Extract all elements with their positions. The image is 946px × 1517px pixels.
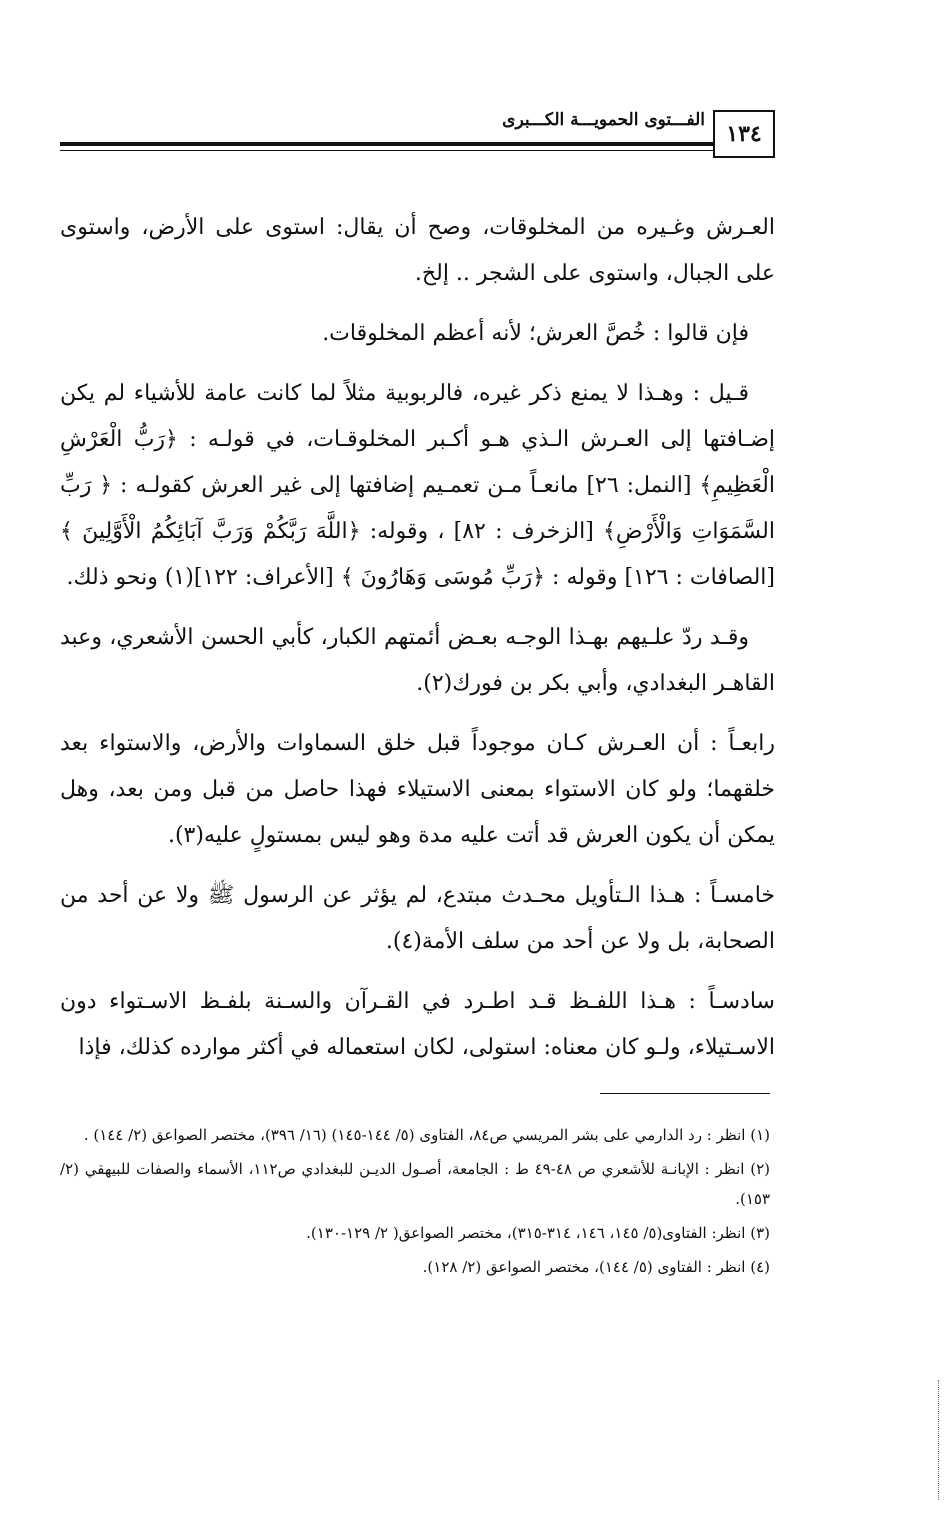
paragraph: قـيل : وهـذا لا يمنع ذكر غيره، فالربوبية مثلاً لما كانت عامة للأشياء لم يكن إضـافتها إلى العـرش الـذي هـو أكـبر المخلوقـات، في قولـه : ﴿رَبُّ الْعَرْشِ الْعَظِيمِ﴾ [النمل: ٢٦] مانعـاً مـن تعمـيم إضافتها إلى غير العرش كقولـه : ﴿ رَبِّ السَّمَوَاتِ وَالْأَرْضِ﴾ [الزخرف : ٨٢] ، وقوله: ﴿اللَّهَ رَبَّكُمْ وَرَبَّ آبَائِكُمُ الْأَوَّلِينَ ﴾ [الصافات : ١٢٦] وقوله : ﴿رَبِّ مُوسَى وَهَارُونَ ﴾ [الأعراف: ١٢٢](١) ونحو ذلك. xyxy=(60,381,775,590)
paragraph: فإن قالوا : خُصَّ العرش؛ لأنه أعظم المخلوقات. xyxy=(322,321,749,346)
footnote: (٣) انظر: الفتاوى(٥/ ١٤٥، ١٤٦، ٣١٤-٣١٥)، مختصر الصواعق( ٢/ ١٢٩-١٣٠). xyxy=(306,1224,770,1242)
footnote-separator xyxy=(600,1093,770,1094)
header-rule xyxy=(60,142,713,146)
footnote: (٢) انظر : الإبانـة للأشعري ص ٤٨-٤٩ ط : الجامعة، أصـول الديـن للبغدادي ص١١٢، الأسماء والصفات للبيهقي (٢/ ١٥٣). xyxy=(60,1160,770,1208)
running-title: الفـــتوى الحمويـــة الكـــبرى xyxy=(502,110,705,130)
paragraph: العـرش وغـيره من المخلوقات، وصح أن يقال: استوى على الأرض، واستوى على الجبال، واستوى على الشجر .. إلخ. xyxy=(60,215,775,286)
footnote: (١) انظر : رد الدارمي على بشر المريسي ص٨٤، الفتاوى (٥/ ١٤٤-١٤٥) (١٦/ ٣٩٦)، مختصر الصواعق (٢/ ١٤٤) . xyxy=(83,1126,770,1144)
scan-margin-mark xyxy=(938,1380,941,1500)
paragraph: وقـد ردّ علـيهم بهـذا الوجـه بعـض أئمتهم الكبار، كأبي الحسن الأشعري، وعبد القاهـر البغدادي، وأبي بكر بن فورك(٢). xyxy=(60,625,775,696)
paragraph: سادسـاً : هـذا اللفـظ قـد اطـرد في القـرآن والسـنة بلفـظ الاسـتواء دون الاسـتيلاء، ولـو كان معناه: استولى، لكان استعماله في أكثر موارده كذلك، فإذا xyxy=(60,989,775,1060)
footnote: (٤) انظر : الفتاوى (٥/ ١٤٤)، مختصر الصواعق (٢/ ١٢٨). xyxy=(422,1258,770,1276)
page-header xyxy=(60,110,775,160)
footnotes xyxy=(60,1120,770,1286)
body-text xyxy=(60,205,775,1085)
paragraph: خامسـاً : هـذا الـتأويل محـدث مبتدع، لم يؤثر عن الرسول ﷺ ولا عن أحد من الصحابة، بل ولا عن أحد من سلف الأمة(٤). xyxy=(60,883,775,954)
paragraph: رابعـاً : أن العـرش كـان موجوداً قبل خلق السماوات والأرض، والاستواء بعد خلقهما؛ ولو كان الاستواء بمعنى الاستيلاء فهذا حاصل من قبل ومن بعد، وهل يمكن أن يكون العرش قد أتت عليه مدة وهو ليس بمستولٍ عليه(٣). xyxy=(60,731,775,848)
header-rule-thin xyxy=(60,150,713,151)
page-number: ١٣٤ xyxy=(713,110,775,158)
